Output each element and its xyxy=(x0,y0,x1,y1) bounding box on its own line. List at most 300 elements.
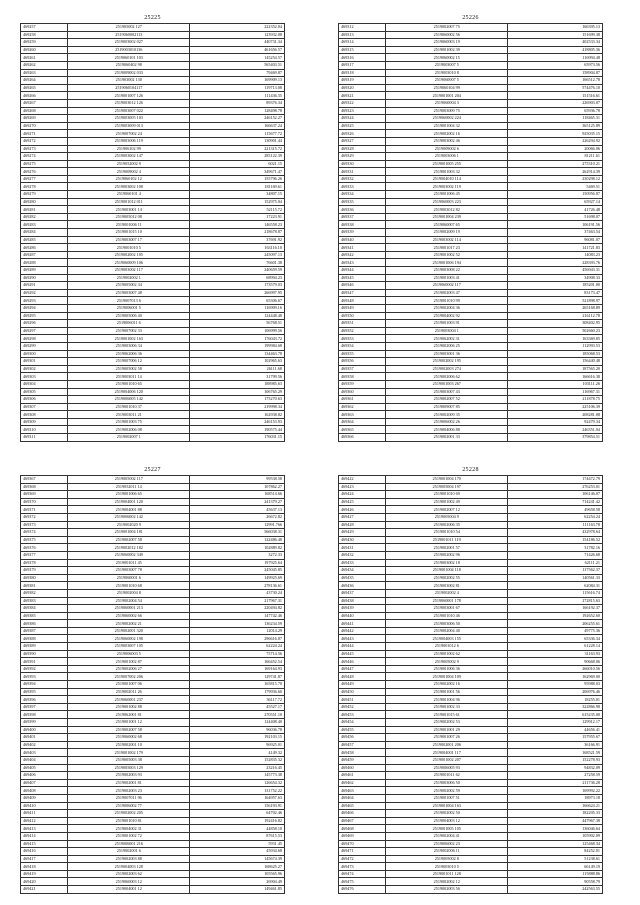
row-amount-cell: 65936.78 xyxy=(508,107,603,115)
row-amount-cell: 181169.61 xyxy=(190,183,285,191)
row-amount-cell: 18255.01 xyxy=(508,696,603,704)
row-code-cell: 2519060001 213 xyxy=(68,605,190,613)
row-id-cell: 469420 xyxy=(21,878,68,886)
row-amount-cell: 65336.34 xyxy=(508,635,603,643)
row-id-cell: 469324 xyxy=(339,115,386,123)
row-id-cell: 469350 xyxy=(339,312,386,320)
row-code-cell: 2519001002 207 xyxy=(386,756,508,764)
row-amount-cell: 126654.32 xyxy=(190,779,285,787)
row-id-cell: 469260 xyxy=(21,46,68,54)
row-id-cell: 469392 xyxy=(21,665,68,673)
table-row xyxy=(21,764,285,772)
table-row xyxy=(21,491,285,499)
table-row xyxy=(339,251,603,259)
row-amount-cell: 168514.66 xyxy=(190,491,285,499)
row-id-cell: 469280 xyxy=(21,198,68,206)
row-amount-cell: 192652.60 xyxy=(508,612,603,620)
table-row xyxy=(339,483,603,491)
row-id-cell: 469315 xyxy=(339,46,386,54)
row-id-cell: 469331 xyxy=(339,168,386,176)
row-amount-cell: 166395.13 xyxy=(508,24,603,32)
row-id-cell: 469359 xyxy=(339,380,386,388)
row-code-cell: 2519009002 033 xyxy=(68,69,190,77)
table-row xyxy=(21,643,285,651)
data-table xyxy=(20,475,285,894)
row-code-cell: 2519002002 205 xyxy=(68,810,190,818)
row-code-cell: 2519060002113 xyxy=(68,31,190,39)
table-row xyxy=(21,681,285,689)
row-id-cell: 469396 xyxy=(21,696,68,704)
row-code-cell: 2519060002 68 xyxy=(68,734,190,742)
row-id-cell: 469268 xyxy=(21,107,68,115)
row-code-cell: 2519060001 6 xyxy=(68,574,190,582)
row-id-cell: 469397 xyxy=(21,703,68,711)
table-row xyxy=(339,703,603,711)
row-code-cell: 2519001002 88 xyxy=(68,703,190,711)
row-id-cell: 469276 xyxy=(21,168,68,176)
row-amount-cell: 206255.61 xyxy=(508,620,603,628)
row-id-cell: 469395 xyxy=(21,688,68,696)
row-amount-cell: 228393.76 xyxy=(508,259,603,267)
row-id-cell: 469270 xyxy=(21,122,68,130)
row-code-cell: 2519060003 19 xyxy=(386,39,508,47)
row-code-cell: 2519004001 117 xyxy=(386,749,508,757)
row-id-cell: 469463 xyxy=(339,787,386,795)
table-row xyxy=(21,741,285,749)
row-amount-cell: 566038.31 xyxy=(190,529,285,537)
row-id-cell: 469353 xyxy=(339,335,386,343)
row-id-cell: 469419 xyxy=(21,870,68,878)
table-row xyxy=(339,198,603,206)
row-id-cell: 469365 xyxy=(339,426,386,434)
row-id-cell: 469257 xyxy=(21,24,68,32)
table-panel-4 xyxy=(338,466,603,894)
row-code-cell: 2519007013 6 xyxy=(68,297,190,305)
row-id-cell: 469379 xyxy=(21,567,68,575)
row-amount-cell: 714241.42 xyxy=(508,498,603,506)
row-id-cell: 469418 xyxy=(21,863,68,871)
row-code-cell: 2519005003 38 xyxy=(68,756,190,764)
row-amount-cell: 45527.17 xyxy=(190,703,285,711)
row-id-cell: 469378 xyxy=(21,559,68,567)
row-amount-cell: 173579.03 xyxy=(190,282,285,290)
row-id-cell: 469306 xyxy=(21,396,68,404)
row-code-cell: 2519002003 47 xyxy=(386,289,508,297)
row-code-cell: 2519005002 34 xyxy=(68,282,190,290)
row-id-cell: 469261 xyxy=(21,54,68,62)
row-amount-cell: 95988.03 xyxy=(508,681,603,689)
row-amount-cell: 615235.00 xyxy=(508,711,603,719)
row-id-cell: 469457 xyxy=(339,741,386,749)
table-row xyxy=(339,863,603,871)
row-id-cell: 469307 xyxy=(21,403,68,411)
table-row xyxy=(339,870,603,878)
row-code-cell: 2519002002 4 xyxy=(386,589,508,597)
table-row xyxy=(21,840,285,848)
row-id-cell: 469388 xyxy=(21,635,68,643)
row-id-cell: 469432 xyxy=(339,551,386,559)
row-code-cell: 2519002001 6 xyxy=(68,848,190,856)
row-id-cell: 469414 xyxy=(21,832,68,840)
row-code-cell: 2519003007 17 xyxy=(68,236,190,244)
row-amount-cell: 266997.95 xyxy=(190,289,285,297)
row-amount-cell: 115616.74 xyxy=(508,589,603,597)
row-amount-cell: 106999.56 xyxy=(190,327,285,335)
row-code-cell: 2519003006 119 xyxy=(68,137,190,145)
row-amount-cell: 145674.39 xyxy=(190,855,285,863)
row-code-cell: 2519002012 182 xyxy=(68,544,190,552)
row-id-cell: 469433 xyxy=(339,559,386,567)
row-code-cell: 2519009002 4 xyxy=(68,168,190,176)
row-id-cell: 469443 xyxy=(339,635,386,643)
table-row xyxy=(21,544,285,552)
row-amount-cell: 152975.04 xyxy=(190,198,285,206)
row-amount-cell: 5931.45 xyxy=(190,840,285,848)
row-id-cell: 469264 xyxy=(21,77,68,85)
row-code-cell: 2519002011 26 xyxy=(68,688,190,696)
table-row xyxy=(339,665,603,673)
row-code-cell: 2519005004 197 xyxy=(386,483,508,491)
row-amount-cell: 211736.28 xyxy=(508,779,603,787)
row-id-cell: 469404 xyxy=(21,756,68,764)
table-row xyxy=(339,711,603,719)
row-id-cell: 469292 xyxy=(21,289,68,297)
row-id-cell: 469446 xyxy=(339,658,386,666)
table-row xyxy=(339,335,603,343)
row-code-cell: 2519001006 65 xyxy=(68,491,190,499)
row-code-cell: 2519002002 16 xyxy=(386,681,508,689)
row-id-cell: 469387 xyxy=(21,627,68,635)
panel-title: 25225 xyxy=(144,15,161,21)
row-code-cell: 2519001010 5 xyxy=(68,244,190,252)
row-id-cell: 469311 xyxy=(21,434,68,442)
row-amount-cell: 136046.64 xyxy=(508,825,603,833)
row-amount-cell: 152278.93 xyxy=(508,756,603,764)
row-amount-cell: 68994.23 xyxy=(190,274,285,282)
row-code-cell: 2519007006 12 xyxy=(68,358,190,366)
row-code-cell: 2519003002 18 xyxy=(386,559,508,567)
row-amount-cell: 65306.67 xyxy=(190,297,285,305)
row-id-cell: 469403 xyxy=(21,749,68,757)
row-amount-cell: 31799.56 xyxy=(190,373,285,381)
row-code-cell: 2519001002 72 xyxy=(68,832,190,840)
table-row xyxy=(21,582,285,590)
row-id-cell: 469415 xyxy=(21,840,68,848)
row-code-cell: 2519006001 5 xyxy=(68,304,190,312)
row-code-cell: 2519004002 31 xyxy=(68,825,190,833)
row-code-cell: 2519060001 237 xyxy=(68,696,190,704)
row-id-cell: 469355 xyxy=(339,350,386,358)
table-row xyxy=(21,236,285,244)
table-row xyxy=(339,61,603,69)
row-id-cell: 469283 xyxy=(21,221,68,229)
row-id-cell: 469338 xyxy=(339,221,386,229)
row-code-cell: 2519002006 62 xyxy=(386,373,508,381)
row-code-cell: 2519001011 119 xyxy=(386,536,508,544)
row-id-cell: 469456 xyxy=(339,734,386,742)
row-amount-cell: 262914.39 xyxy=(508,168,603,176)
row-code-cell: 2519002002 96 xyxy=(386,551,508,559)
row-id-cell: 469349 xyxy=(339,304,386,312)
row-amount-cell: 447967.38 xyxy=(508,817,603,825)
row-amount-cell: 124408.40 xyxy=(190,719,285,727)
table-row xyxy=(21,198,285,206)
row-code-cell: 2519009007 85 xyxy=(386,403,508,411)
table-row xyxy=(21,498,285,506)
row-id-cell: 469293 xyxy=(21,297,68,305)
row-id-cell: 469423 xyxy=(339,483,386,491)
row-id-cell: 469442 xyxy=(339,627,386,635)
row-code-cell: 2519001015 61 xyxy=(386,711,508,719)
row-amount-cell: 175270.63 xyxy=(190,396,285,404)
row-id-cell: 469279 xyxy=(21,191,68,199)
table-row xyxy=(21,620,285,628)
row-code-cell: 2519001006 36 xyxy=(386,665,508,673)
row-amount-cell: 185068.53 xyxy=(508,350,603,358)
row-code-cell: 2519002002 1 xyxy=(68,274,190,282)
row-id-cell: 469391 xyxy=(21,658,68,666)
row-amount-cell: 66149.19 xyxy=(508,863,603,871)
row-id-cell: 469303 xyxy=(21,373,68,381)
row-id-cell: 469258 xyxy=(21,31,68,39)
row-id-cell: 469309 xyxy=(21,418,68,426)
row-code-cell: 2519001015 10 xyxy=(68,229,190,237)
row-id-cell: 469323 xyxy=(339,107,386,115)
table-row xyxy=(21,61,285,69)
table-row xyxy=(339,772,603,780)
row-amount-cell: 96081.07 xyxy=(508,236,603,244)
table-row xyxy=(339,380,603,388)
row-amount-cell: 79469.87 xyxy=(190,69,285,77)
table-row xyxy=(339,274,603,282)
row-amount-cell: 147742.46 xyxy=(190,612,285,620)
row-amount-cell: 62254.24 xyxy=(508,513,603,521)
row-id-cell: 469440 xyxy=(339,612,386,620)
row-amount-cell: 116967.31 xyxy=(508,388,603,396)
row-id-cell: 469448 xyxy=(339,673,386,681)
row-id-cell: 469390 xyxy=(21,650,68,658)
row-id-cell: 469401 xyxy=(21,734,68,742)
table-row xyxy=(339,840,603,848)
row-code-cell: 2519004003 128 xyxy=(68,863,190,871)
table-row xyxy=(21,160,285,168)
row-id-cell: 469434 xyxy=(339,567,386,575)
table-row xyxy=(21,304,285,312)
row-id-cell: 469291 xyxy=(21,282,68,290)
row-amount-cell: 155796.26 xyxy=(190,175,285,183)
row-id-cell: 469430 xyxy=(339,536,386,544)
row-amount-cell: 34807.15 xyxy=(190,191,285,199)
row-amount-cell: 44858.10 xyxy=(190,825,285,833)
row-amount-cell: 131752.22 xyxy=(190,787,285,795)
row-amount-cell: 106146.07 xyxy=(508,491,603,499)
row-code-cell: 2519001010 46 xyxy=(386,612,508,620)
row-amount-cell: 166452.54 xyxy=(190,658,285,666)
row-id-cell: 469348 xyxy=(339,297,386,305)
table-row xyxy=(21,426,285,434)
row-amount-cell: 31782.16 xyxy=(508,544,603,552)
row-code-cell: 2519001002 33 xyxy=(386,703,508,711)
row-code-cell: 2519001004 109 xyxy=(386,673,508,681)
table-row xyxy=(339,191,603,199)
row-amount-cell: 36117.72 xyxy=(190,696,285,704)
row-code-cell: 2519002001 57 xyxy=(386,544,508,552)
table-row xyxy=(21,483,285,491)
table-row xyxy=(21,206,285,214)
row-id-cell: 469336 xyxy=(339,206,386,214)
row-code-cell: 2519004001 88 xyxy=(68,506,190,514)
row-code-cell: 2519002007 58 xyxy=(68,536,190,544)
row-code-cell: 2519003005 103 xyxy=(68,115,190,123)
row-code-cell: 2519003010 5 xyxy=(386,863,508,871)
row-code-cell: 2519001010 54 xyxy=(386,529,508,537)
table-row xyxy=(339,213,603,221)
row-amount-cell: 217967.31 xyxy=(190,597,285,605)
row-id-cell: 469329 xyxy=(339,153,386,161)
row-amount-cell: 129912.17 xyxy=(508,719,603,727)
row-code-cell: 2519003002 117 xyxy=(68,267,190,275)
row-amount-cell: 129741.87 xyxy=(190,673,285,681)
row-id-cell: 469327 xyxy=(339,137,386,145)
row-amount-cell: 150956.87 xyxy=(508,191,603,199)
row-amount-cell: 187565.20 xyxy=(508,365,603,373)
row-code-cell: 2519001004 239 xyxy=(386,213,508,221)
row-amount-cell: 128498.78 xyxy=(190,107,285,115)
row-id-cell: 469427 xyxy=(339,513,386,521)
row-amount-cell: 65973.56 xyxy=(508,61,603,69)
row-id-cell: 469431 xyxy=(339,544,386,552)
table-row xyxy=(339,521,603,529)
row-code-cell: 2519003009 75 xyxy=(386,107,508,115)
row-code-cell: 251905002 127 xyxy=(68,24,190,32)
row-code-cell: 2519002006 11 xyxy=(386,848,508,856)
row-id-cell: 469450 xyxy=(339,688,386,696)
table-row xyxy=(21,832,285,840)
data-table xyxy=(20,23,285,442)
row-id-cell: 469474 xyxy=(339,870,386,878)
table-row xyxy=(21,411,285,419)
row-code-cell: 2519003002 46 xyxy=(386,137,508,145)
row-amount-cell: 156440.48 xyxy=(508,358,603,366)
table-row xyxy=(339,749,603,757)
table-row xyxy=(339,426,603,434)
table-row xyxy=(21,282,285,290)
row-amount-cell: 36166.91 xyxy=(508,741,603,749)
table-row xyxy=(21,130,285,138)
row-id-cell: 469271 xyxy=(21,130,68,138)
row-id-cell: 469366 xyxy=(339,434,386,442)
row-code-cell: 2519006003 5 xyxy=(68,650,190,658)
table-panel-3 xyxy=(20,466,285,894)
row-amount-cell: 502660.23 xyxy=(508,327,603,335)
row-code-cell: 2519004002 92 xyxy=(386,312,508,320)
table-row xyxy=(21,870,285,878)
row-amount-cell: 272815.63 xyxy=(508,597,603,605)
row-amount-cell: 27258.59 xyxy=(508,772,603,780)
table-row xyxy=(339,236,603,244)
row-code-cell: 2519006002 77 xyxy=(68,802,190,810)
table-row xyxy=(339,244,603,252)
table-row xyxy=(21,521,285,529)
row-code-cell: 2519007011 96 xyxy=(68,794,190,802)
row-code-cell: 2519003012 126 xyxy=(68,99,190,107)
table-row xyxy=(21,396,285,404)
table-row xyxy=(339,764,603,772)
row-code-cell: 2519001010 69 xyxy=(386,491,508,499)
row-code-cell: 2519060101 4 xyxy=(68,191,190,199)
row-code-cell: 2519009002 6 xyxy=(386,145,508,153)
row-id-cell: 469304 xyxy=(21,380,68,388)
row-code-cell: 2519003010 8 xyxy=(386,69,508,77)
row-code-cell: 2519001010 81 xyxy=(68,817,190,825)
row-id-cell: 469330 xyxy=(339,160,386,168)
row-amount-cell: 211878.75 xyxy=(508,396,603,404)
row-id-cell: 469322 xyxy=(339,99,386,107)
table-row xyxy=(339,282,603,290)
row-amount-cell: 149925.69 xyxy=(190,574,285,582)
row-code-cell: 2519060101 103 xyxy=(68,54,190,62)
table-row xyxy=(339,544,603,552)
row-amount-cell: 266010.56 xyxy=(508,665,603,673)
table-row xyxy=(21,365,285,373)
row-id-cell: 469367 xyxy=(21,476,68,484)
row-amount-cell: 90668.06 xyxy=(508,658,603,666)
row-amount-cell: 219998.34 xyxy=(190,403,285,411)
row-amount-cell: 62111.21 xyxy=(508,559,603,567)
row-code-cell: 2519002007 12 xyxy=(386,506,508,514)
row-code-cell: 2519002002 16 xyxy=(386,130,508,138)
row-amount-cell: 206976.46 xyxy=(508,688,603,696)
row-code-cell: 2519001003 267 xyxy=(386,380,508,388)
table-row xyxy=(21,373,285,381)
row-amount-cell: 51238.61 xyxy=(508,855,603,863)
table-row xyxy=(339,434,603,442)
table-row xyxy=(21,297,285,305)
table-row xyxy=(21,703,285,711)
row-amount-cell: 158904.87 xyxy=(508,69,603,77)
table-row xyxy=(339,46,603,54)
row-amount-cell: 119713.08 xyxy=(190,84,285,92)
row-code-cell: 2519060004 3 xyxy=(386,99,508,107)
table-row xyxy=(339,168,603,176)
row-id-cell: 469298 xyxy=(21,335,68,343)
row-amount-cell: 270551.10 xyxy=(190,711,285,719)
row-code-cell: 2519003010136 xyxy=(68,46,190,54)
row-code-cell: 2519002004 54 xyxy=(68,597,190,605)
table-row xyxy=(21,403,285,411)
table-row xyxy=(339,130,603,138)
table-row xyxy=(21,251,285,259)
row-amount-cell: 111163.78 xyxy=(508,521,603,529)
row-id-cell: 469265 xyxy=(21,84,68,92)
row-id-cell: 469473 xyxy=(339,863,386,871)
row-amount-cell: 31163.93 xyxy=(508,650,603,658)
row-id-cell: 469262 xyxy=(21,61,68,69)
row-code-cell: 2519006005 142 xyxy=(68,396,190,404)
row-amount-cell: 230298.12 xyxy=(508,175,603,183)
row-amount-cell: 308402.95 xyxy=(508,320,603,328)
row-id-cell: 469339 xyxy=(339,229,386,237)
row-id-cell: 469302 xyxy=(21,365,68,373)
row-amount-cell: 246351.04 xyxy=(508,426,603,434)
table-row xyxy=(339,832,603,840)
row-amount-cell: 162969.00 xyxy=(508,673,603,681)
row-code-cell: 2519004001 120 xyxy=(68,498,190,506)
row-id-cell: 469267 xyxy=(21,99,68,107)
row-amount-cell: 166637.24 xyxy=(190,122,285,130)
row-code-cell: 2519001010 99 xyxy=(386,297,508,305)
row-amount-cell: 192416.82 xyxy=(190,817,285,825)
